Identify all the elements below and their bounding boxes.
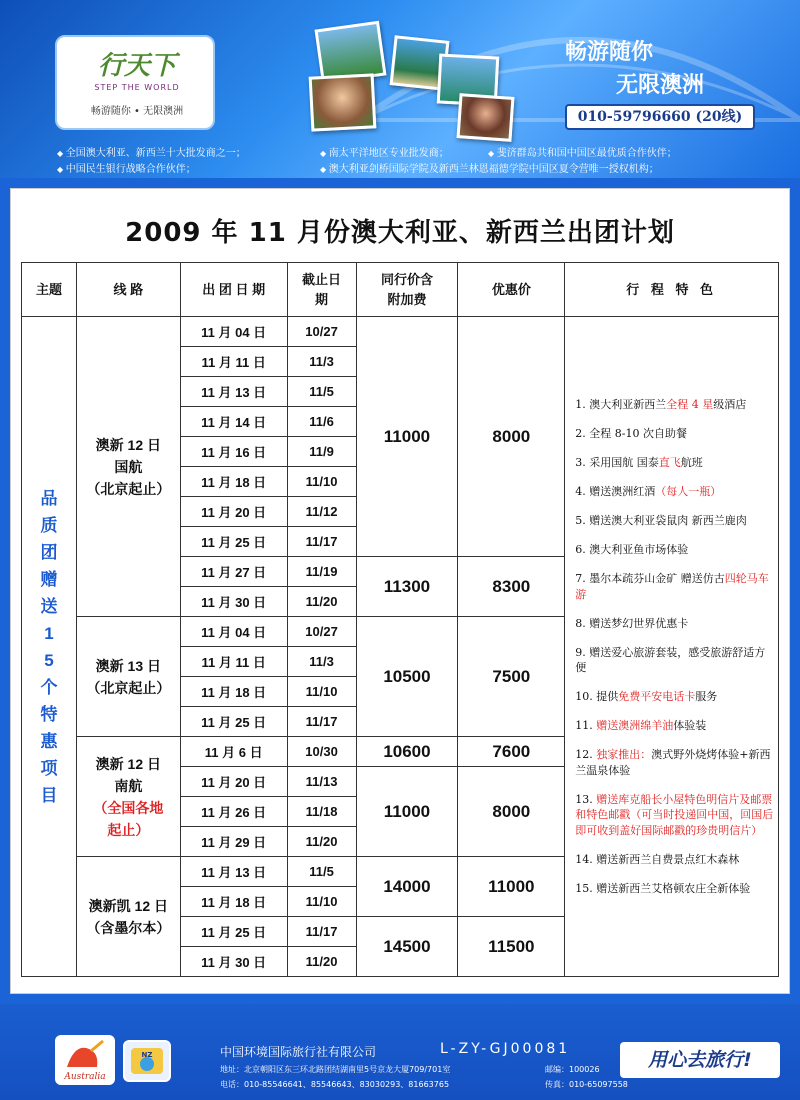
theme-text: 品质团赠送15个特惠项目 xyxy=(40,488,58,805)
departure-date: 11 月 30 日 xyxy=(180,587,287,617)
feature-text: 11. xyxy=(575,719,597,732)
header-sale-price: 优惠价 xyxy=(458,263,565,317)
photo-aboriginal-musician xyxy=(456,93,514,142)
tour-schedule-table xyxy=(21,262,779,977)
feature-item xyxy=(575,689,774,705)
deadline: 11/6 xyxy=(287,407,356,437)
deadline: 11/20 xyxy=(287,947,356,977)
route-name: 澳新 12 日 xyxy=(95,436,162,453)
feature-item xyxy=(575,397,774,413)
departure-date: 11 月 20 日 xyxy=(180,497,287,527)
deadline: 11/17 xyxy=(287,707,356,737)
route-cell xyxy=(76,317,180,617)
feature-item xyxy=(575,571,774,602)
departure-date: 11 月 20 日 xyxy=(180,767,287,797)
deadline: 10/27 xyxy=(287,617,356,647)
deadline: 11/19 xyxy=(287,557,356,587)
peer-price: 10500 xyxy=(356,617,458,737)
feature-text: 9. 赠送爱心旅游套装，感受旅游舒适方便 xyxy=(575,645,766,674)
departure-date: 11 月 16 日 xyxy=(180,437,287,467)
feature-text: 赠送库克船长小屋特色明信片及邮票和特色邮戳（可当时投递回中国，回国后即可收到盖好国际邮戳的珍贵明信片） xyxy=(575,792,774,837)
peer-price: 11000 xyxy=(356,767,458,857)
nz-badge-icon xyxy=(125,1042,169,1080)
header-slogan-2: 无限澳洲 xyxy=(616,73,705,98)
route-cell xyxy=(76,617,180,737)
route-name: 澳新 13 日 xyxy=(95,657,162,674)
feature-text: 全程 4 星 xyxy=(666,398,714,411)
feature-item xyxy=(575,542,774,558)
feature-item xyxy=(575,852,774,868)
header-date: 出 团 日 期 xyxy=(180,263,287,317)
header-bullet: ◆ 斐济群岛共和国中国区最优质合作伙伴； xyxy=(488,144,677,159)
deadline: 11/3 xyxy=(287,347,356,377)
feature-text: 8. 赠送梦幻世界优惠卡 xyxy=(575,616,689,630)
sale-price: 8000 xyxy=(458,767,565,857)
feature-text: 直飞 xyxy=(658,456,681,469)
route-origin: （北京起止） xyxy=(86,480,171,497)
peer-price: 11300 xyxy=(356,557,458,617)
departure-date: 11 月 27 日 xyxy=(180,557,287,587)
brand-logo xyxy=(55,35,215,130)
peer-price: 14000 xyxy=(356,857,458,917)
header-theme: 主题 xyxy=(22,263,77,317)
logo-text: NZ xyxy=(141,1051,153,1059)
feature-text: 12. xyxy=(575,748,597,761)
company-address: 地址：北京朝阳区东三环北路团结湖南里5号京龙大厦709/701室 xyxy=(220,1065,451,1074)
sale-price: 11500 xyxy=(458,917,565,977)
header-slogan-1: 畅游随你 xyxy=(565,40,654,65)
feature-text: 澳式野外烧烤体验+新西兰温泉体验 xyxy=(575,748,771,777)
feature-text: 6. 澳大利亚鱼市场体验 xyxy=(575,543,689,556)
feature-text: 体验装 xyxy=(673,719,707,732)
header-deadline: 截止日期 xyxy=(287,263,356,317)
header-peer-price: 同行价含附加费 xyxy=(356,263,458,317)
table-header-row xyxy=(22,263,779,317)
deadline: 11/17 xyxy=(287,527,356,557)
route-airline: 南航 xyxy=(114,777,143,794)
departure-date: 11 月 26 日 xyxy=(180,797,287,827)
deadline: 10/27 xyxy=(287,317,356,347)
feature-item xyxy=(575,792,774,839)
feature-text: 赠送澳洲绵羊油 xyxy=(596,719,674,732)
deadline: 11/20 xyxy=(287,587,356,617)
deadline: 11/10 xyxy=(287,677,356,707)
departure-date: 11 月 04 日 xyxy=(180,317,287,347)
feature-text: 14. 赠送新西兰自费景点红木森林 xyxy=(575,852,740,866)
sale-price: 7600 xyxy=(458,737,565,767)
feature-text: 4. 赠送澳洲红酒 xyxy=(575,485,656,498)
departure-date: 11 月 18 日 xyxy=(180,467,287,497)
feature-text: 1. 澳大利亚新西兰 xyxy=(575,398,667,411)
theme-cell xyxy=(22,317,77,977)
departure-date: 11 月 18 日 xyxy=(180,887,287,917)
telephone: 电话：010-85546641、85546643、83030293、81663765 xyxy=(220,1080,450,1089)
feature-text: 5. 赠送澳大利亚袋鼠肉 新西兰鹿肉 xyxy=(575,514,747,527)
departure-date: 11 月 29 日 xyxy=(180,827,287,857)
company-name: 中国环境国际旅行社有限公司 xyxy=(220,1045,377,1059)
route-origin-cont: 起止） xyxy=(107,821,150,838)
nz-logo xyxy=(123,1040,171,1082)
footer-slogan: 用心去旅行! xyxy=(620,1042,780,1078)
australia-logo xyxy=(55,1035,115,1085)
feature-text: 13. xyxy=(575,792,597,806)
license-number: L-ZY-GJ00081 xyxy=(440,1041,571,1057)
header-route: 线 路 xyxy=(76,263,180,317)
table-row xyxy=(22,317,779,347)
sale-price: 11000 xyxy=(458,857,565,917)
deadline: 11/13 xyxy=(287,767,356,797)
feature-item xyxy=(575,616,774,632)
deadline: 11/12 xyxy=(287,497,356,527)
feature-item xyxy=(575,718,774,734)
deadline: 11/5 xyxy=(287,377,356,407)
departure-date: 11 月 13 日 xyxy=(180,377,287,407)
feature-item xyxy=(575,881,774,897)
table-body xyxy=(22,317,779,977)
departure-date: 11 月 14 日 xyxy=(180,407,287,437)
departure-date: 11 月 25 日 xyxy=(180,527,287,557)
peer-price: 14500 xyxy=(356,917,458,977)
feature-text: 10. 提供 xyxy=(575,690,619,703)
fax: 传真：010-65097558 xyxy=(545,1080,628,1089)
logo-english-name: STEP THE WORLD xyxy=(94,83,180,92)
feature-text: 免费平安电话卡 xyxy=(618,690,696,703)
kangaroo-icon xyxy=(55,1035,115,1085)
departure-date: 11 月 25 日 xyxy=(180,917,287,947)
feature-text: 独家推出： xyxy=(596,748,652,761)
deadline: 11/5 xyxy=(287,857,356,887)
feature-text: 15. 赠送新西兰艾格顿农庄全新体验 xyxy=(575,881,751,895)
feature-text: 2. 全程 8-10 次自助餐 xyxy=(575,427,687,440)
feature-item xyxy=(575,747,774,778)
sale-price: 7500 xyxy=(458,617,565,737)
deadline: 10/30 xyxy=(287,737,356,767)
sale-price: 8000 xyxy=(458,317,565,557)
feature-text: 航班 xyxy=(680,456,703,469)
deadline: 11/20 xyxy=(287,827,356,857)
deadline: 11/10 xyxy=(287,887,356,917)
route-airline: 国航 xyxy=(114,458,143,475)
peer-price: 11000 xyxy=(356,317,458,557)
feature-item xyxy=(575,455,774,471)
route-cell xyxy=(76,857,180,977)
departure-date: 11 月 18 日 xyxy=(180,677,287,707)
departure-date: 11 月 6 日 xyxy=(180,737,287,767)
logo-text: Australia xyxy=(64,1072,106,1082)
header-bullet: ◆ 全国澳大利亚、新西兰十大批发商之一； xyxy=(57,144,246,159)
postcode: 邮编：100026 xyxy=(545,1065,600,1074)
departure-date: 11 月 30 日 xyxy=(180,947,287,977)
deadline: 11/18 xyxy=(287,797,356,827)
header-bullet: ◆ 澳大利亚剑桥国际学院及新西兰林恩福德学院中国区夏令营唯一授权机构； xyxy=(320,160,659,175)
route-cell xyxy=(76,737,180,857)
logo-chinese-name: 行天下 xyxy=(97,51,176,81)
departure-date: 11 月 11 日 xyxy=(180,647,287,677)
feature-item xyxy=(575,513,774,529)
header-bullet: ◆ 中国民生银行战略合作伙伴； xyxy=(57,160,196,175)
route-origin: （全国各地 xyxy=(93,799,164,816)
feature-text: 3. 采用国航 国泰 xyxy=(575,456,659,469)
feature-item xyxy=(575,426,774,442)
phone-number: 010-59796660 (20线) xyxy=(565,104,755,130)
deadline: 11/9 xyxy=(287,437,356,467)
departure-date: 11 月 11 日 xyxy=(180,347,287,377)
feature-text: 7. 墨尔本疏芬山金矿 赠送仿古 xyxy=(575,572,725,585)
logo-slogan: 畅游随你 • 无限澳洲 xyxy=(90,106,184,117)
feature-item xyxy=(575,645,774,676)
route-origin: （北京起止） xyxy=(86,679,171,696)
route-name: 澳新 12 日 xyxy=(95,755,162,772)
departure-date: 11 月 04 日 xyxy=(180,617,287,647)
feature-text: 四轮马车游 xyxy=(575,572,769,601)
feature-text: 级酒店 xyxy=(713,398,747,411)
route-origin: （含墨尔本） xyxy=(86,919,171,936)
deadline: 11/17 xyxy=(287,917,356,947)
photo-child-kangaroo xyxy=(309,73,377,131)
feature-text: 服务 xyxy=(695,690,718,703)
feature-item xyxy=(575,484,774,500)
sale-price: 8300 xyxy=(458,557,565,617)
page-title: 2009 年 11 月份澳大利亚、新西兰出团计划 xyxy=(125,218,675,248)
departure-date: 11 月 13 日 xyxy=(180,857,287,887)
route-name: 澳新凯 12 日 xyxy=(88,897,169,914)
peer-price: 10600 xyxy=(356,737,458,767)
deadline: 11/3 xyxy=(287,647,356,677)
feature-text: （每人一瓶） xyxy=(655,485,722,498)
features-cell xyxy=(565,317,779,977)
header-bullet: ◆ 南太平洋地区专业批发商； xyxy=(320,144,449,159)
features-list xyxy=(575,397,774,896)
departure-date: 11 月 25 日 xyxy=(180,707,287,737)
header-features: 行 程 特 色 xyxy=(565,263,779,317)
deadline: 11/10 xyxy=(287,467,356,497)
